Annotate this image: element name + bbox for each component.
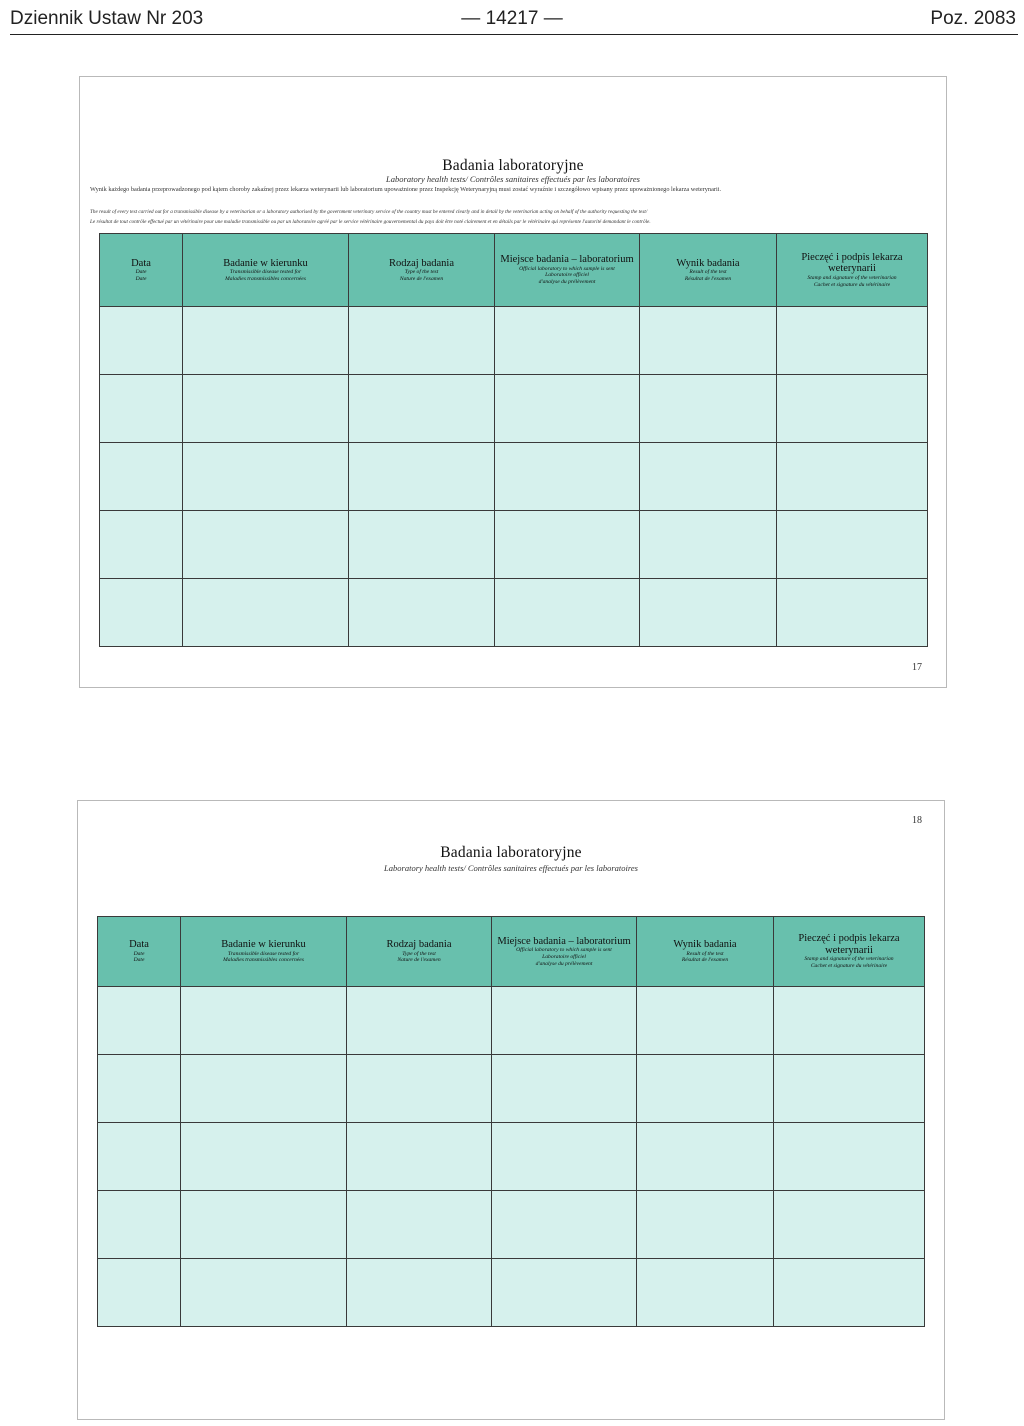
col-header-title: Pieczęć i podpis lekarza weterynarii [798,933,900,956]
col-header-title: Miejsce badania – laboratorium [497,935,631,947]
entry-cell-vet-stamp[interactable] [777,579,928,647]
table-row [98,1191,925,1259]
table-row [100,443,928,511]
entry-cell-vet-stamp[interactable] [777,511,928,579]
entry-cell-result[interactable] [637,1123,774,1191]
col-header-result [637,917,774,987]
instruction-pl: Wynik każdego badania przeprowadzonego pod kątem choroby zakaźnej przez lekarza weterynarii lub laboratorium upoważnione przez Inspekcję Weterynaryjną musi zostać wyraźnie i szczegółowo wpisany przez upoważnionego lekarza weterynarii. [90,186,722,193]
entry-cell-vet-stamp[interactable] [774,1123,925,1191]
entry-cell-test-type[interactable] [347,987,492,1055]
col-header-translation: d'analyse du prélèvement [538,279,596,286]
instruction-en: The result of every test carried out for a transmissible disease by a veterinarian or a laboratory authorised by the government veterinary service of the country must be entered clearly and in detail by the veterinarian acting on behalf of the authority requesting the test/ [90,209,648,215]
entry-cell-vet-stamp[interactable] [774,1055,925,1123]
journal-title: Dziennik Ustaw Nr 203 [10,8,204,29]
entry-cell-laboratory[interactable] [495,579,640,647]
col-header-translation: Stamp and signature of the veterinarian [804,956,894,963]
entry-cell-test-type[interactable] [347,1191,492,1259]
passport-page-17 [79,76,947,688]
col-header-title: Badanie w kierunku [221,939,306,951]
col-header-title: Badanie w kierunku [223,257,308,269]
col-header-translation: Résultat de l'examen [681,957,729,964]
col-header-title: Rodzaj badania [386,939,452,951]
entry-cell-laboratory[interactable] [492,1191,637,1259]
entry-cell-laboratory[interactable] [495,511,640,579]
table-row [100,375,928,443]
entry-cell-laboratory[interactable] [492,1259,637,1327]
entry-cell-disease[interactable] [183,511,349,579]
col-header-title: Pieczęć i podpis lekarza weterynarii [801,251,903,275]
col-header-vet-stamp [774,917,925,987]
entry-cell-test-type[interactable] [347,1259,492,1327]
table-row [100,511,928,579]
col-header-translation: Stamp and signature of the veterinarian [807,274,897,281]
col-header-title: Data [129,939,149,951]
entry-cell-result[interactable] [640,443,777,511]
col-header-translation: Transmissible disease tested for [229,269,302,276]
entry-cell-vet-stamp[interactable] [777,443,928,511]
col-header-result [640,234,777,307]
page-subtitle: Laboratory health tests/ Contrôles sanitaires effectués par les laboratoires [386,174,640,184]
col-header-disease [181,917,347,987]
col-header-translation: d'analyse du prélèvement [535,960,593,967]
entry-cell-result[interactable] [637,1055,774,1123]
table-row [98,987,925,1055]
page-number: 18 [912,815,922,826]
entry-cell-date[interactable] [100,443,183,511]
col-header-translation: Maladies transmissibles concernées [225,275,306,282]
entry-cell-date[interactable] [98,1191,181,1259]
entry-cell-test-type[interactable] [349,579,495,647]
entry-cell-date[interactable] [98,1259,181,1327]
entry-cell-laboratory[interactable] [495,307,640,375]
col-header-translation: Date [133,950,145,957]
entry-cell-disease[interactable] [183,375,349,443]
entry-cell-disease[interactable] [183,579,349,647]
table-row [98,1055,925,1123]
col-header-test-type [349,234,495,307]
col-header-date [98,917,181,987]
entry-cell-vet-stamp[interactable] [774,1259,925,1327]
page-header [0,0,1024,40]
journal-page-number: — 14217 — [461,8,563,29]
entry-cell-vet-stamp[interactable] [774,1191,925,1259]
col-header-title: Wynik badania [676,257,740,269]
col-header-translation: Cachet et signature du vétérinaire [810,963,888,969]
entry-cell-test-type[interactable] [349,375,495,443]
col-header-laboratory [495,234,640,307]
table-row [100,579,928,647]
entry-cell-test-type[interactable] [349,443,495,511]
col-header-translation: Date [133,957,145,964]
page-title: Badania laboratoryjne [442,157,584,174]
lab-tests-table [97,916,925,1327]
col-header-translation: Type of the test [404,269,439,276]
col-header-translation: Laboratoire officiel [542,953,586,960]
col-header-translation: Cachet et signature du vétérinaire [813,281,891,288]
col-header-laboratory [492,917,637,987]
entry-cell-date[interactable] [100,375,183,443]
entry-cell-disease[interactable] [181,1191,347,1259]
col-header-translation: Résultat de l'examen [684,275,732,282]
col-header-translation: Laboratoire officiel [545,272,589,279]
table-row [100,307,928,375]
entry-cell-result[interactable] [640,579,777,647]
entry-cell-test-type[interactable] [349,511,495,579]
col-header-translation: Maladies transmissibles concernées [223,957,304,964]
entry-cell-result[interactable] [637,987,774,1055]
entry-cell-vet-stamp[interactable] [774,987,925,1055]
col-header-translation: Date [135,275,147,282]
entry-cell-result[interactable] [640,307,777,375]
entry-cell-date[interactable] [98,1123,181,1191]
entry-cell-disease[interactable] [181,1123,347,1191]
entry-cell-date[interactable] [100,579,183,647]
col-header-translation: Official laboratory to which sample is sent [519,265,615,272]
entry-cell-date[interactable] [100,307,183,375]
lab-tests-table [99,233,928,647]
col-header-title: Wynik badania [673,939,737,951]
header-rule [10,34,1018,35]
entry-cell-result[interactable] [640,511,777,579]
col-header-translation: Type of the test [402,950,436,957]
instruction-fr: Le résultat de tout contrôle effectué par un vétérinaire pour une maladie transmissible ou par un laboratoire agréé par le service vétérinaire gouvernemental du pays doit être noté clairement et en détails par le vétérinaire qui représente l'autorité demandant le contrôle. [90,219,651,225]
col-header-test-type [347,917,492,987]
col-header-translation: Result of the test [686,950,724,957]
entry-cell-laboratory[interactable] [495,375,640,443]
col-header-disease [183,234,349,307]
entry-cell-laboratory[interactable] [495,443,640,511]
col-header-date [100,234,183,307]
page-subtitle: Laboratory health tests/ Contrôles sanitaires effectués par les laboratoires [384,863,638,873]
col-header-translation: Nature de l'examen [399,275,444,282]
col-header-translation: Official laboratory to which sample is sent [516,947,612,954]
entry-cell-result[interactable] [640,375,777,443]
col-header-translation: Nature de l'examen [397,957,441,964]
col-header-translation: Result of the test [689,269,727,276]
col-header-translation: Transmissible disease tested for [227,950,300,957]
entry-cell-date[interactable] [100,511,183,579]
entry-cell-disease[interactable] [181,987,347,1055]
table-row [98,1259,925,1327]
col-header-title: Rodzaj badania [388,257,454,269]
entry-cell-test-type[interactable] [347,1123,492,1191]
entry-cell-disease[interactable] [181,1259,347,1327]
entry-cell-vet-stamp[interactable] [777,375,928,443]
position-number: Poz. 2083 [930,8,1016,29]
passport-page-18 [77,800,945,1420]
entry-cell-result[interactable] [637,1259,774,1327]
entry-cell-result[interactable] [637,1191,774,1259]
entry-cell-date[interactable] [98,987,181,1055]
entry-cell-disease[interactable] [183,443,349,511]
page-number: 17 [912,662,922,673]
entry-cell-disease[interactable] [181,1055,347,1123]
col-header-title: Data [131,257,151,269]
entry-cell-laboratory[interactable] [492,987,637,1055]
entry-cell-vet-stamp[interactable] [777,307,928,375]
entry-cell-disease[interactable] [183,307,349,375]
col-header-title: Miejsce badania – laboratorium [500,254,634,266]
col-header-translation: Date [135,269,147,276]
entry-cell-date[interactable] [98,1055,181,1123]
table-row [98,1123,925,1191]
col-header-vet-stamp [777,234,928,307]
entry-cell-test-type[interactable] [347,1055,492,1123]
entry-cell-test-type[interactable] [349,307,495,375]
entry-cell-laboratory[interactable] [492,1123,637,1191]
entry-cell-laboratory[interactable] [492,1055,637,1123]
page-title: Badania laboratoryjne [440,844,582,861]
